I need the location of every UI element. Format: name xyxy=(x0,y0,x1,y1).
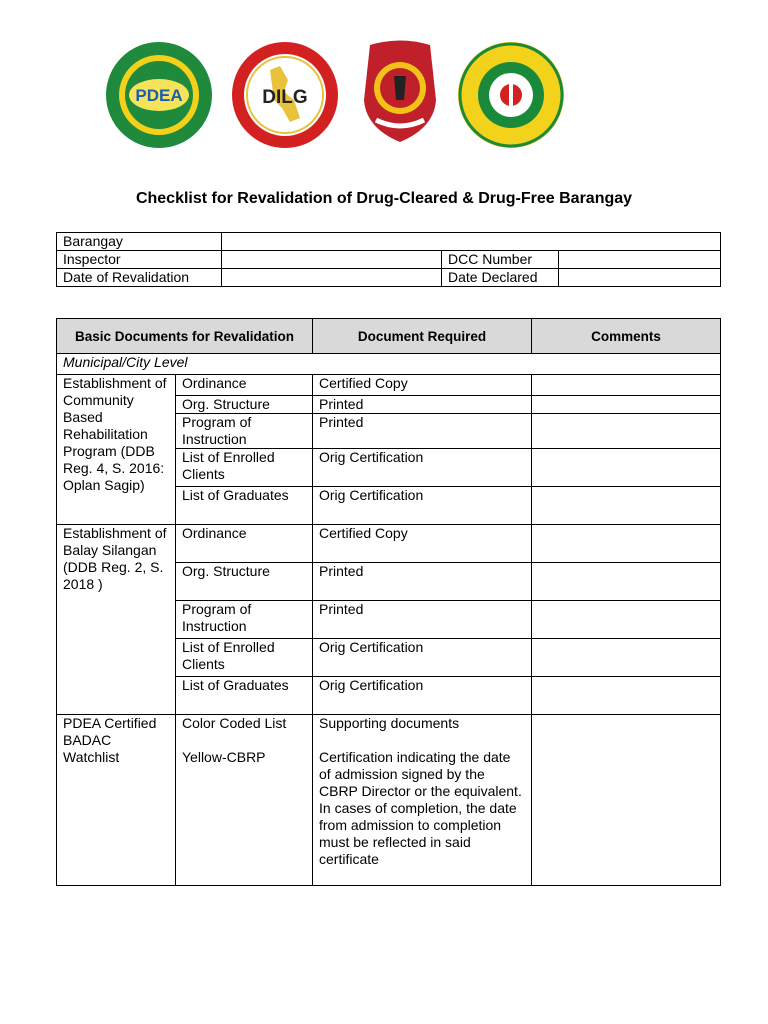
table-cell: List of Graduates xyxy=(176,487,313,525)
table-cell: List of Enrolled Clients xyxy=(176,639,313,677)
comment-field[interactable] xyxy=(532,601,721,639)
table-cell: Supporting documents xyxy=(319,715,460,731)
header-comments: Comments xyxy=(532,319,721,354)
group3-col2 xyxy=(313,715,532,886)
table-cell: Ordinance xyxy=(176,525,313,563)
dcc-number-label: DCC Number xyxy=(442,251,559,269)
comment-field[interactable] xyxy=(532,639,721,677)
barangay-label: Barangay xyxy=(57,233,222,251)
pdea-logo-text: PDEA xyxy=(135,86,183,105)
table-cell: Orig Certification xyxy=(313,487,532,525)
dcc-number-field[interactable] xyxy=(559,251,721,269)
table-cell: Orig Certification xyxy=(313,449,532,487)
comment-field[interactable] xyxy=(532,414,721,449)
logo-row xyxy=(0,40,768,150)
table-cell: Printed xyxy=(313,396,532,414)
comment-field[interactable] xyxy=(532,375,721,396)
table-cell: Printed xyxy=(313,563,532,601)
date-declared-label: Date Declared xyxy=(442,269,559,287)
table-cell: Certification indicating the date of admission signed by the CBRP Director or the equivalent. In cases of completion, the date from admission to completion must be reflected in said certificate xyxy=(319,749,522,867)
info-table xyxy=(56,232,721,287)
date-revalidation-label: Date of Revalidation xyxy=(57,269,222,287)
doh-logo xyxy=(456,40,566,150)
table-cell: List of Enrolled Clients xyxy=(176,449,313,487)
table-cell: Yellow-CBRP xyxy=(182,749,266,765)
table-cell: Orig Certification xyxy=(313,677,532,715)
table-cell: Ordinance xyxy=(176,375,313,396)
inspector-label: Inspector xyxy=(57,251,222,269)
table-cell: Program of Instruction xyxy=(176,601,313,639)
table-cell: Org. Structure xyxy=(176,563,313,601)
comment-field[interactable] xyxy=(532,525,721,563)
table-cell: List of Graduates xyxy=(176,677,313,715)
table-cell: Orig Certification xyxy=(313,639,532,677)
header-document-required: Document Required xyxy=(313,319,532,354)
comment-field[interactable] xyxy=(532,396,721,414)
table-cell: Printed xyxy=(313,414,532,449)
date-declared-field[interactable] xyxy=(559,269,721,287)
pdea-logo xyxy=(104,40,214,150)
comment-field[interactable] xyxy=(532,677,721,715)
section-label: Municipal/City Level xyxy=(57,354,721,375)
table-cell: Program of Instruction xyxy=(176,414,313,449)
page-title: Checklist for Revalidation of Drug-Cleared & Drug-Free Barangay xyxy=(135,190,633,207)
comment-field[interactable] xyxy=(532,715,721,886)
table-cell: Certified Copy xyxy=(313,375,532,396)
comment-field[interactable] xyxy=(532,487,721,525)
inspector-field[interactable] xyxy=(222,251,442,269)
pnp-logo xyxy=(360,40,440,145)
dilg-logo-text: DILG xyxy=(262,87,308,108)
dilg-logo xyxy=(230,40,340,150)
date-revalidation-field[interactable] xyxy=(222,269,442,287)
checklist-table xyxy=(56,318,721,886)
table-cell: Org. Structure xyxy=(176,396,313,414)
group1-label: Establishment of Community Based Rehabilitation Program (DDB Reg. 4, S. 2016: Oplan Sagip) xyxy=(57,375,176,525)
group2-label: Establishment of Balay Silangan (DDB Reg. 2, S. 2018 ) xyxy=(57,525,176,715)
comment-field[interactable] xyxy=(532,563,721,601)
table-cell: Printed xyxy=(313,601,532,639)
header-basic-documents: Basic Documents for Revalidation xyxy=(57,319,313,354)
group3-col1 xyxy=(176,715,313,886)
group3-label: PDEA Certified BADAC Watchlist xyxy=(57,715,176,886)
comment-field[interactable] xyxy=(532,449,721,487)
barangay-field[interactable] xyxy=(222,233,721,251)
table-cell: Certified Copy xyxy=(313,525,532,563)
table-cell: Color Coded List xyxy=(182,715,287,731)
